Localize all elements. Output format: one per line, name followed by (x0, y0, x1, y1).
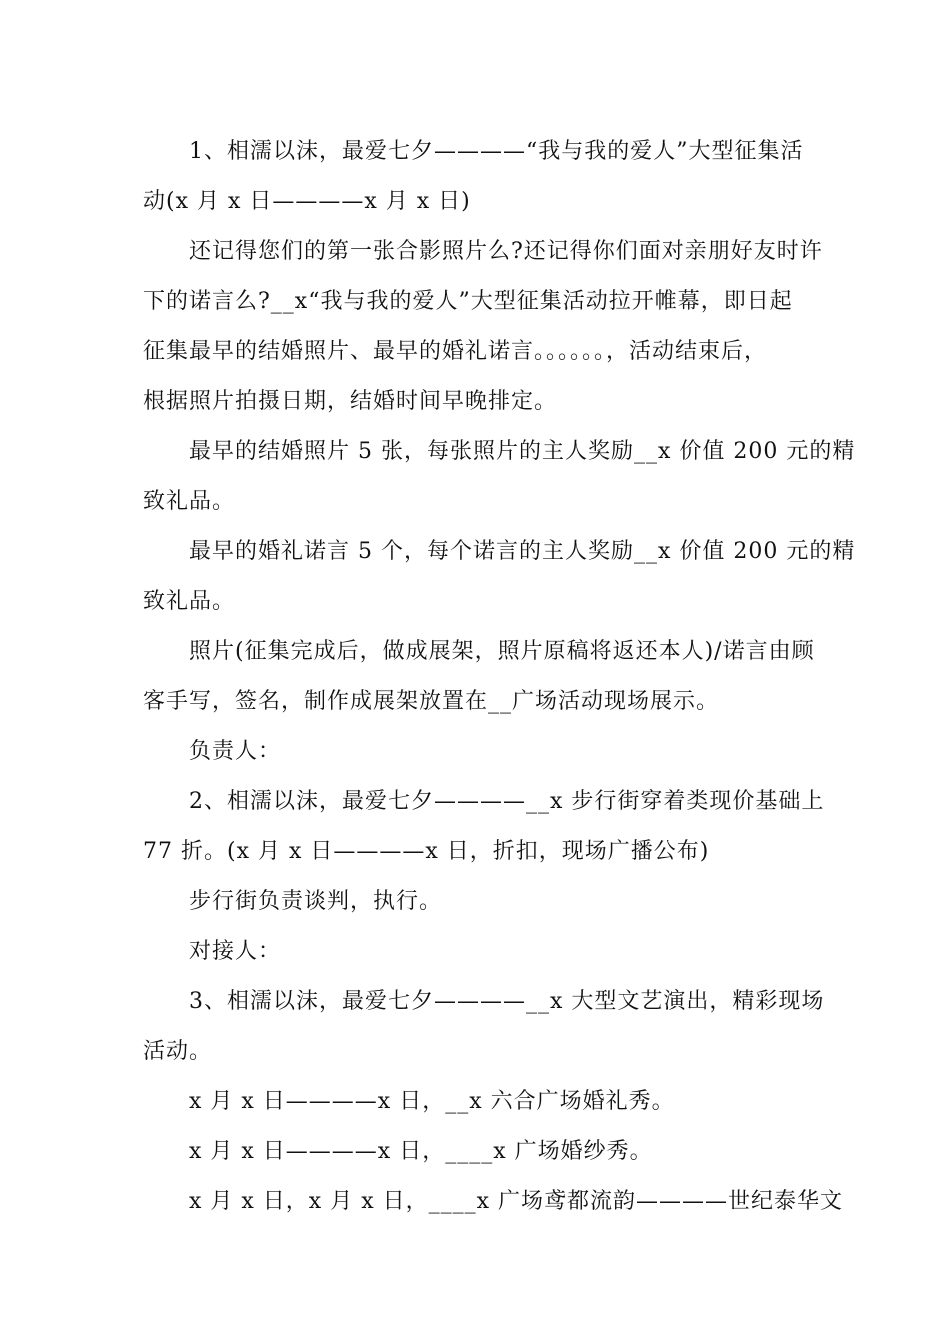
text-line: 77 折。(x 月 x 日————x 日，折扣，现场广播公布) (143, 839, 710, 864)
text-line: 照片(征集完成后，做成展架，照片原稿将返还本人)/诺言由顾 (189, 639, 815, 664)
text-line: 下的诺言么?__x“我与我的爱人”大型征集活动拉开帷幕，即日起 (143, 289, 793, 314)
text-line: 致礼品。 (143, 589, 236, 614)
text-line: x 月 x 日，x 月 x 日，____x 广场鸢都流韵————世纪泰华文 (189, 1189, 843, 1214)
text-line: x 月 x 日————x 日，__x 六合广场婚礼秀。 (189, 1089, 675, 1114)
text-line: 致礼品。 (143, 489, 236, 514)
document-body (143, 127, 856, 1227)
text-line: 征集最早的结婚照片、最早的婚礼诺言。。。。。。，活动结束后， (143, 339, 768, 364)
text-line: x 月 x 日————x 日，____x 广场婚纱秀。 (189, 1139, 653, 1164)
text-line: 负责人： (189, 739, 282, 764)
text-line: 2、相濡以沫，最爱七夕————__x 步行街穿着类现价基础上 (189, 789, 825, 814)
text-line: 还记得您们的第一张合影照片么?还记得你们面对亲朋好友时许 (189, 239, 823, 264)
text-line: 根据照片拍摄日期，结婚时间早晚排定。 (143, 389, 558, 414)
text-line: 步行街负责谈判，执行。 (189, 889, 443, 914)
text-line: 3、相濡以沫，最爱七夕————__x 大型文艺演出，精彩现场 (189, 989, 825, 1014)
text-line: 客手写，签名，制作成展架放置在__广场活动现场展示。 (143, 689, 720, 714)
text-line: 动(x 月 x 日————x 月 x 日) (143, 189, 471, 214)
text-line: 最早的结婚照片 5 张，每张照片的主人奖励__x 价值 200 元的精 (189, 439, 856, 464)
text-line: 最早的婚礼诺言 5 个，每个诺言的主人奖励__x 价值 200 元的精 (189, 539, 856, 564)
text-line: 对接人： (189, 939, 282, 964)
text-line: 活动。 (143, 1039, 213, 1064)
text-line: 1、相濡以沫，最爱七夕————“我与我的爱人”大型征集活 (189, 139, 804, 164)
